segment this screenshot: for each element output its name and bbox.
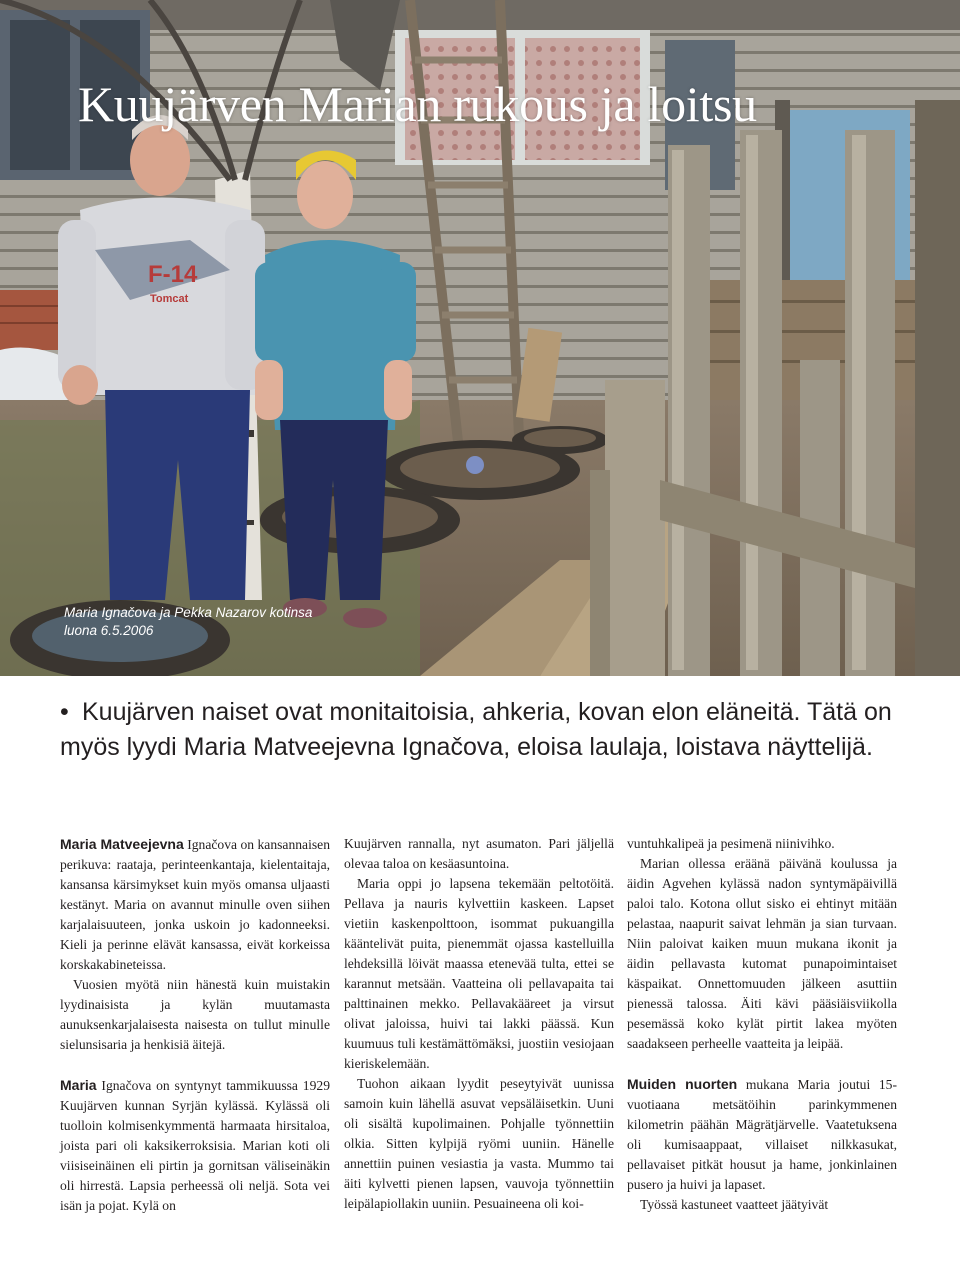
- paragraph: Vuosien myötä niin hänestä kuin muistakin lyydinaisista ja kylän muutamasta aunuksenkarjalaisesta naisesta on tullut minulle sielunsisaria ja henkisiä äitejä.: [60, 977, 330, 1052]
- paragraph: Kuujärven rannalla, nyt asumaton. Pari jäljellä olevaa taloa on kesäasuntoina.: [344, 836, 614, 871]
- paragraph: vuntuhkalipeä ja pesimenä niinivihko.: [627, 836, 835, 851]
- paragraph: Marian ollessa eräänä päivänä koulussa ja äidin Agvehen kylässä nadon syntymäpäivillä paloi talo. Kotona ollut sisko ei ehtinyt mitään pelastaa, naapurit saivat lehmän ja sian turvaan. Niin paloivat kaiken muun mukana ikonit ja äidin pellavasta kutomat punapoimintaiset käspaikat. Onnettomuuden jälkeen asuttiin pienessä talossa. Äiti kävi pääsiäisviikolla pesemässä koko kylät pirtit lakea myöten saadakseen perheelle vaatteita ja leipää.: [627, 856, 897, 1051]
- lead-paragraph: [60, 695, 900, 765]
- text-column-1: [60, 834, 330, 1216]
- paragraph: [627, 1074, 897, 1195]
- text-column-3: [627, 834, 897, 1215]
- lead-in: Muiden nuorten: [627, 1076, 738, 1092]
- lead-text: Kuujärven naiset ovat monitaitoisia, ahkeria, kovan elon eläneitä. Tätä on myös lyydi Maria Matveejevna Ignačova, eloisa laulaja, loistava näyttelijä.: [60, 698, 892, 761]
- lead-in: Maria Matveejevna: [60, 836, 184, 852]
- bullet: •: [60, 698, 69, 726]
- paragraph: [60, 1075, 330, 1216]
- paragraph-text: mukana Maria joutui 15-vuotiaana metsätöihin parinkymmenen kilometrin päähän Mägrätjärvelle. Vaatetuksena oli kumisaappaat, villaiset nilkkasukat, pellavaiset pitkät housut ja hame, jonkinlainen pusero ja huivi ja lapaset.: [627, 1077, 897, 1192]
- lead-in: Maria: [60, 1077, 97, 1093]
- paragraph: Työssä kastuneet vaatteet jäätyivät: [640, 1197, 829, 1212]
- shirt-print-subtext: Tomcat: [150, 293, 189, 305]
- page-title: Kuujärven Marian rukous ja loitsu: [78, 76, 757, 132]
- paragraph: Maria oppi jo lapsena tekemään peltotöitä. Pellava ja nauris kylvettiin kaskeen. Lapset vietiin kaskenpolttoon, isommat pukuangilla kääntelivät puita, pienemmät ojassa kastelluilla lehdeksillä löivät maassa etenevää tulta, ettei se karannut metsään. Vaatteina oli pellavapaita tai palttinainen mekko. Pellavakääreet ja virsut olivat jaloissa, huivi tai lakki päässä. Kun kuumuus tuli kestämättömäksi, juostiin vesiojaan kieriskelemään.: [344, 876, 614, 1071]
- paragraph-text: Ignačova on kansannaisen perikuva: raataja, perinteenkantaja, kielentaitaja, kansansa kärsimykset kuin myös omansa uljaasti kestänyt. Maria on avannut minulle oven siihen karjalaisuuteen, jonka uskoin jo kadonneeksi. Kieli ja perinne elävät kansassa, eivät korkeissa korskakabineteissa.: [60, 837, 330, 972]
- text-column-2: [344, 834, 614, 1214]
- paragraph: Tuohon aikaan lyydit peseytyivät uunissa samoin kuin lähellä asuvat vepsäläisetkin. Uuni oli sisältä kupolimainen. Pohjalle työnnettiin olkia. Sitten kylpijä ryömi uuniin. Hänelle annettiin puinen vesiastia ja vasta. Mummo tai äiti kylvetti pienen lapsen, vauvoja työnnettiin leipälapiollakin uuniin. Pesuaineena oli koi-: [344, 1076, 614, 1211]
- paragraph: [60, 834, 330, 975]
- paragraph-text: Ignačova on syntynyt tammikuussa 1929 Kuujärven kunnan Syrjän kylässä. Kylässä oli tuolloin kolmisenkymmentä harmaata hirsitaloa, joista pari oli kaksikerroksisia. Marian koti oli viisiseinäinen eli pirtin ja gornitsan väliseinäkin oli hirrestä. Lapsia perheessä oli neljä. Sota vei isän ja pojat. Kylä on: [60, 1078, 330, 1213]
- shirt-print-text: F-14: [148, 261, 198, 288]
- photo-caption: Maria Ignačova ja Pekka Nazarov kotinsa luona 6.5.2006: [64, 605, 313, 638]
